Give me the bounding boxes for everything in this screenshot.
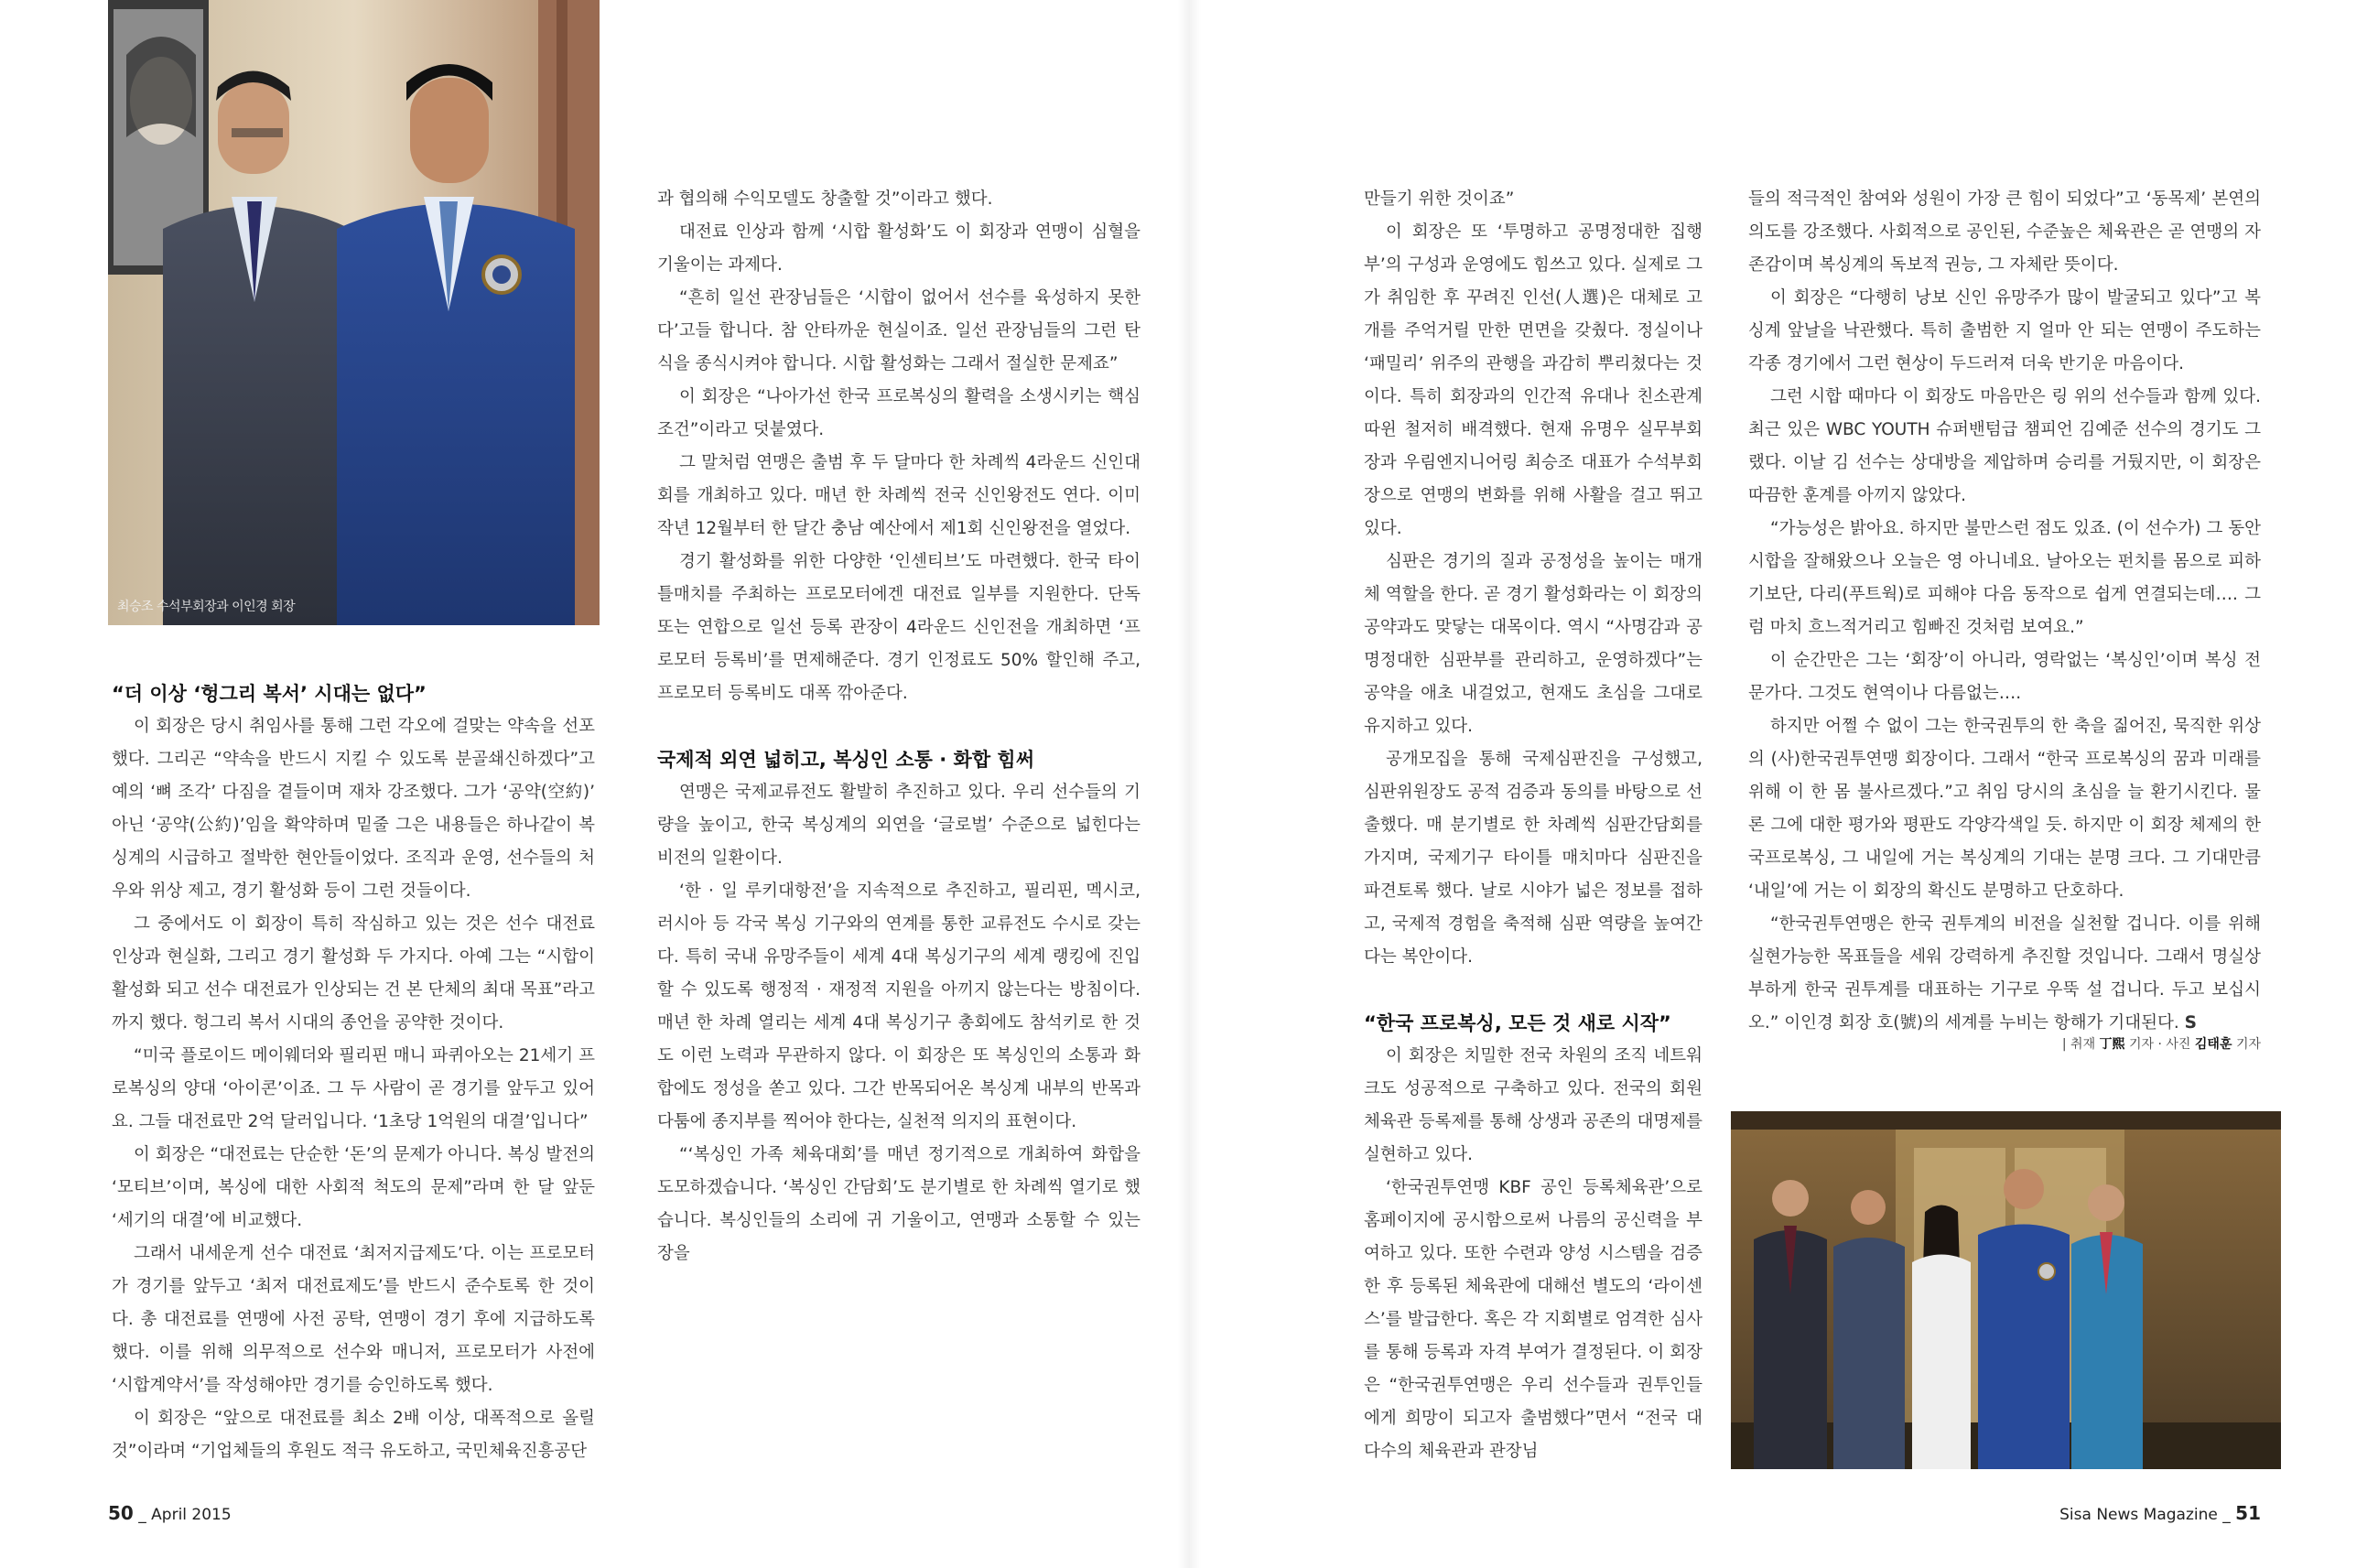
group-photo-illustration — [1731, 1111, 2281, 1469]
page-folio-right: Sisa News Magazine _ 51 — [2059, 1502, 2261, 1524]
page-number: 51 — [2235, 1502, 2261, 1524]
photographer-name: 김태훈 — [2194, 1037, 2232, 1052]
paragraph: 그런 시합 때마다 이 회장도 마음만은 링 위의 선수들과 함께 있다. 최근 있은 WBC YOUTH 슈퍼밴텀급 챔피언 김예준 선수의 경기도 그랬다. 이날 김 선수는 상대방을 제압하며 승리를 거뒀지만, 이 회장은 따끔한 훈계를 아끼지 않았다. — [1748, 387, 2261, 505]
paragraph: 그 말처럼 연맹은 출범 후 두 달마다 한 차례씩 4라운드 신인대회를 개최하고 있다. 매년 한 차례씩 전국 신인왕전도 연다. 이미 작년 12월부터 한 달간 충남 예산에서 제1회 신인왕전을 열었다. — [657, 453, 1140, 538]
section-heading-new-start: “한국 프로복싱, 모든 것 새로 시작” — [1364, 1012, 1671, 1034]
right-page — [1189, 0, 2378, 1568]
issue-date: April 2015 — [151, 1506, 232, 1524]
paragraph: 과 협의해 수익모델도 창출할 것”이라고 했다. — [657, 189, 993, 209]
portrait-photo-illustration — [108, 0, 600, 625]
article-column-2 — [657, 183, 1140, 1271]
section-heading-hungry-boxer: “더 이상 ‘헝그리 복서’ 시대는 없다” — [112, 683, 427, 705]
paragraph: 심판은 경기의 질과 공정성을 높이는 매개체 역할을 한다. 곧 경기 활성화라는 이 회장의 공약과도 맞닿는 대목이다. 역시 “사명감과 공명정대한 심판부를 관리하고, 운영하겠다”는 공약을 애초 내걸었고, 현재도 초심을 그대로 유지하고 있다. — [1364, 552, 1702, 736]
paragraph: 하지만 어쩔 수 없이 그는 한국권투의 한 축을 짊어진, 묵직한 위상의 (사)한국권투연맹 회장이다. 그래서 “한국 프로복싱의 꿈과 미래를 위해 이 한 몸 불사르겠다.”고 취임 당시의 초심을 늘 환기시킨다. 물론 그에 대한 평가와 평판도 각양각색일 듯. 하지만 이 회장 체제의 한국프로복싱, 그 내일에 거는 복싱계의 기대는 분명 크다. 그 기대만큼 ‘내일’에 거는 이 회장의 확신도 분명하고 단호하다. — [1748, 717, 2261, 901]
paragraph: 연맹은 국제교류전도 활발히 추진하고 있다. 우리 선수들의 기량을 높이고, 한국 복싱계의 외연을 ‘글로벌’ 수준으로 넓힌다는 비전의 일환이다. — [657, 783, 1140, 868]
paragraph: 이 회장은 “앞으로 대전료를 최소 2배 이상, 대폭적으로 올릴 것”이라며 “기업체들의 후원도 적극 유도하고, 국민체육진흥공단 — [112, 1409, 595, 1461]
magazine-name: Sisa News Magazine — [2059, 1506, 2218, 1524]
paragraph: 이 회장은 “대전료는 단순한 ‘돈’의 문제가 아니다. 복싱 발전의 ‘모티브’이며, 복싱에 대한 사회적 척도의 문제”라며 한 달 앞둔 ‘세기의 대결’에 비교했다. — [112, 1145, 595, 1230]
photo-caption: 최승조 수석부회장과 이인경 회장 — [117, 600, 296, 614]
portrait-photo — [108, 0, 600, 625]
paragraph: 이 회장은 치밀한 전국 차원의 조직 네트워크도 성공적으로 구축하고 있다. 전국의 회원 체육관 등록제를 통해 상생과 공존의 대명제를 실현하고 있다. — [1364, 1046, 1702, 1164]
page-folio-left: 50 _ April 2015 — [108, 1502, 232, 1524]
article-column-4 — [1748, 183, 2261, 1040]
paragraph: ‘한 · 일 루키대항전’을 지속적으로 추진하고, 필리핀, 멕시코, 러시아 등 각국 복싱 기구와의 연계를 통한 교류전도 수시로 갖는다. 특히 국내 유망주들이 세계 4대 복싱기구의 세계 랭킹에 진입할 수 있도록 행정적 · 재정적 지원을 아끼지 않는다는 방침이다. 매년 한 차례 열리는 세계 4대 복싱기구 총회에도 참석키로 한 것도 이런 노력과 무관하지 않다. 이 회장은 또 복싱인의 소통과 화합에도 정성을 쏟고 있다. 그간 반목되어온 복싱계 내부의 반목과 다툼에 종지부를 찍어야 한다는, 실천적 의지의 표현이다. — [657, 881, 1140, 1131]
article-column-1 — [112, 677, 595, 1468]
paragraph: ‘한국권투연맹 KBF 공인 등록체육관’으로 홈페이지에 공시함으로써 나름의 공신력을 부여하고 있다. 또한 수련과 양성 시스템을 검증한 후 등록된 체육관에 대해선 별도의 ‘라이센스’를 발급한다. 혹은 각 지회별로 엄격한 심사를 통해 등록과 자격 부여가 결정된다. 이 회장은 “한국권투연맹은 우리 선수들과 권투인들에게 희망이 되고자 출범했다”면서 “전국 대다수의 체육관과 관장님 — [1364, 1178, 1702, 1461]
paragraph: 대전료 인상과 함께 ‘시합 활성화’도 이 회장과 연맹이 심혈을 기울이는 과제다. — [657, 222, 1140, 275]
writer-name: 丁熙 — [2099, 1037, 2125, 1052]
article-column-3 — [1364, 183, 1702, 1468]
byline: | 취재 丁熙 기자 · 사진 김태훈 기자 — [2061, 1037, 2261, 1052]
paragraph: “한국권투연맹은 한국 권투계의 비전을 실천할 겁니다. 이를 위해 실현가능한 목표들을 세워 강력하게 추진할 것입니다. 그래서 명실상부하게 한국 권투계를 대표하는 기구로 우뚝 설 겁니다. 두고 보십시오.” 이인경 회장 호(號)의 세계를 누비는 항해가 기대된다. S — [1748, 914, 2261, 1033]
paragraph: “흔히 일선 관장님들은 ‘시합이 없어서 선수를 육성하지 못한다’고들 합니다. 참 안타까운 현실이죠. 일선 관장님들의 그런 탄식을 종식시켜야 합니다. 시합 활성화는 그래서 절실한 문제죠” — [657, 288, 1140, 373]
paragraph: “‘복싱인 가족 체육대회’를 매년 정기적으로 개최하여 화합을 도모하겠습니다. ‘복싱인 간담회’도 분기별로 한 차례씩 열기로 했습니다. 복싱인들의 소리에 귀 기울이고, 연맹과 소통할 수 있는 장을 — [657, 1145, 1140, 1263]
paragraph: 이 회장은 당시 취임사를 통해 그런 각오에 걸맞는 약속을 선포했다. 그리곤 “약속을 반드시 지킬 수 있도록 분골쇄신하겠다”고 예의 ‘뼈 조각’ 다짐을 곁들이며 재차 강조했다. 그가 ‘공약(空約)’ 아닌 ‘공약(公約)’임을 확약하며 밑줄 그은 내용들은 하나같이 복싱계의 시급하고 절박한 현안들이었다. 조직과 운영, 선수들의 처우와 위상 제고, 경기 활성화 등이 그런 것들이다. — [112, 717, 595, 901]
paragraph: 경기 활성화를 위한 다양한 ‘인센티브’도 마련했다. 한국 타이틀매치를 주최하는 프로모터에겐 대전료 일부를 지원한다. 단독 또는 연합으로 일선 등록 관장이 4라운드 신인전을 개최하면 ‘프로모터 등록비’를 면제해준다. 경기 인정료도 50% 할인해 주고, 프로모터 등록비도 대폭 깎아준다. — [657, 552, 1140, 703]
paragraph: 들의 적극적인 참여와 성원이 가장 큰 힘이 되었다”고 ‘동목제’ 본연의 의도를 강조했다. 사회적으로 공인된, 수준높은 체육관은 곧 연맹의 자존감이며 복싱계의 독보적 권능, 그 자체란 뜻이다. — [1748, 189, 2261, 275]
paragraph: 이 회장은 또 ‘투명하고 공명정대한 집행부’의 구성과 운영에도 힘쓰고 있다. 실제로 그가 취임한 후 꾸려진 인선(人選)은 대체로 고개를 주억거릴 만한 면면을 갖췄다. 정실이나 ‘패밀리’ 위주의 관행을 과감히 뿌리쳤다는 것이다. 특히 회장과의 인간적 유대나 친소관계 따윈 철저히 배격했다. 현재 유명우 실무부회장과 우림엔지니어링 최승조 대표가 수석부회장으로 연맹의 변화를 위해 사활을 걸고 뛰고 있다. — [1364, 222, 1702, 538]
page-number: 50 — [108, 1502, 134, 1524]
paragraph: 이 회장은 “나아가선 한국 프로복싱의 활력을 소생시키는 핵심 조건”이라고 덧붙였다. — [657, 387, 1140, 439]
end-mark: S — [2184, 1013, 2197, 1033]
group-photo — [1731, 1111, 2281, 1469]
section-heading-international: 국제적 외연 넓히고, 복싱인 소통 · 화합 힘써 — [657, 749, 1034, 771]
paragraph: “미국 플로이드 메이웨더와 필리핀 매니 파퀴아오는 21세기 프로복싱의 양대 ‘아이콘’이죠. 그 두 사람이 곧 경기를 앞두고 있어요. 그들 대전료만 2억 달러입니다. ‘1초당 1억원의 대결’입니다” — [112, 1046, 595, 1131]
paragraph: 이 회장은 “다행히 낭보 신인 유망주가 많이 발굴되고 있다”고 복싱계 앞날을 낙관했다. 특히 출범한 지 얼마 안 되는 연맹이 주도하는 각종 경기에서 그런 현상이 두드러져 더욱 반기운 마음이다. — [1748, 288, 2261, 373]
paragraph: 그 중에서도 이 회장이 특히 작심하고 있는 것은 선수 대전료 인상과 현실화, 그리고 경기 활성화 두 가지다. 아예 그는 “시합이 활성화 되고 선수 대전료가 인상되는 건 본 단체의 최대 목표”라고까지 했다. 헝그리 복서 시대의 종언을 공약한 것이다. — [112, 914, 595, 1033]
paragraph: 공개모집을 통해 국제심판진을 구성했고, 심판위원장도 공적 검증과 동의를 바탕으로 선출했다. 매 분기별로 한 차례씩 심판간담회를 가지며, 국제기구 타이틀 매치마다 심판진을 파견토록 했다. 날로 시야가 넓은 정보를 접하고, 국제적 경험을 축적해 심판 역량을 높여간다는 복안이다. — [1364, 750, 1702, 967]
paragraph: 만들기 위한 것이죠” — [1364, 189, 1515, 209]
paragraph: 그래서 내세운게 선수 대전료 ‘최저지급제도’다. 이는 프로모터가 경기를 앞두고 ‘최저 대전료제도’를 반드시 준수토록 한 것이다. 총 대전료를 연맹에 사전 공탁, 연맹이 경기 후에 지급하도록 했다. 이를 위해 의무적으로 선수와 매니저, 프로모터가 사전에 ‘시합계약서’를 작성해야만 경기를 승인하도록 했다. — [112, 1244, 595, 1395]
paragraph: “가능성은 밝아요. 하지만 불만스런 점도 있죠. (이 선수가) 그 동안 시합을 잘해왔으나 오늘은 영 아니네요. 날아오는 펀치를 몸으로 피하기보단, 다리(푸트웍)로 피해야 다음 동작으로 쉽게 연결되는데…. 그럼 마치 흐느적거리고 힘빠진 것처럼 보여요.” — [1748, 519, 2261, 637]
paragraph: 이 순간만은 그는 ‘회장’이 아니라, 영락없는 ‘복싱인’이며 복싱 전문가다. 그것도 현역이나 다름없는…. — [1748, 651, 2261, 703]
